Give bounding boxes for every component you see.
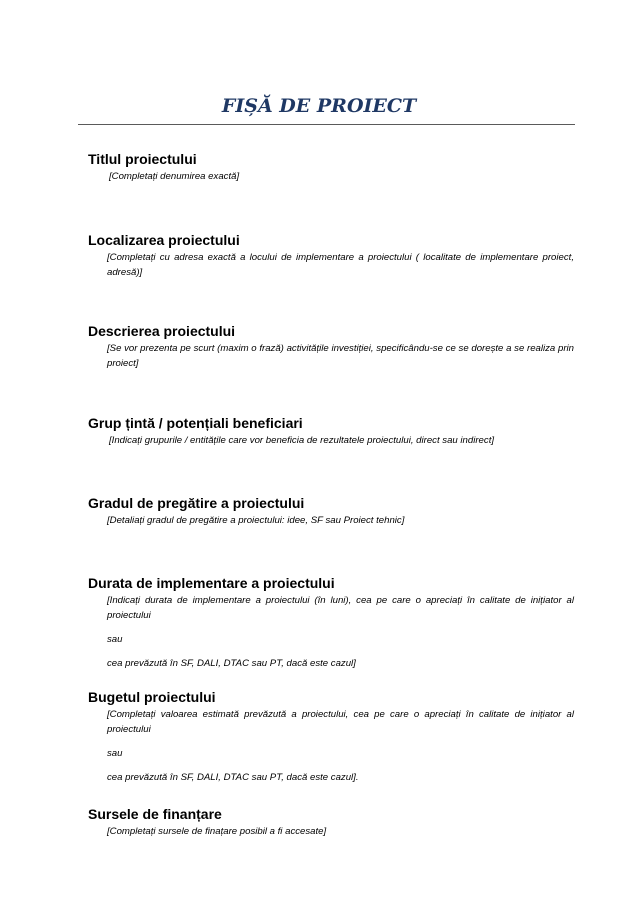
section-target-group (88, 415, 574, 448)
section-heading: Localizarea proiectului (88, 232, 240, 248)
section-funding (88, 806, 574, 839)
section-heading: Titlul proiectului (88, 151, 197, 167)
section-text: [Detaliați gradul de pregătire a proiectului: idee, SF sau Proiect tehnic] (107, 515, 405, 526)
section-text: [Completați cu adresa exactă a locului de implementare a proiectului ( localitate de implementare proiect, adresă)] (107, 252, 574, 278)
section-duration (88, 575, 574, 671)
section-description (88, 323, 574, 371)
section-text: [Se vor prezenta pe scurt (maxim o frază) activitățile investiției, specificându-se ce se dorește a se realiza prin proiect] (107, 343, 574, 369)
section-budget (88, 689, 574, 785)
section-heading: Durata de implementare a proiectului (88, 575, 335, 591)
section-text: cea prevăzută în SF, DALI, DTAC sau PT, dacă este cazul]. (107, 772, 359, 783)
section-text: sau (107, 634, 123, 645)
section-text: [Completați valoarea estimată prevăzută a proiectului, cea pe care o apreciați în calitate de inițiator al proiectului (107, 709, 574, 735)
title-divider (78, 124, 575, 125)
section-heading: Sursele de finanțare (88, 806, 222, 822)
section-text: [Completați sursele de finațare posibil a fi accesate] (107, 826, 327, 837)
section-text: [Completați denumirea exactă] (109, 171, 240, 182)
section-heading: Gradul de pregătire a proiectului (88, 495, 305, 511)
section-heading: Bugetul proiectului (88, 689, 216, 705)
section-readiness (88, 495, 574, 528)
section-text: sau (107, 748, 123, 759)
document-title: FIȘĂ DE PROIECT (221, 95, 417, 117)
section-text: [Indicați durata de implementare a proiectului (în luni), cea pe care o apreciați în calitate de inițiator al proiectului (107, 595, 574, 621)
section-heading: Descrierea proiectului (88, 323, 236, 339)
section-title (88, 151, 574, 184)
section-text: [Indicați grupurile / entitățile care vor beneficia de rezultatele proiectului, direct sau indirect] (109, 435, 495, 446)
section-location (88, 232, 574, 280)
section-text: cea prevăzută în SF, DALI, DTAC sau PT, dacă este cazul] (107, 658, 356, 669)
section-heading: Grup țintă / potențiali beneficiari (88, 415, 303, 431)
